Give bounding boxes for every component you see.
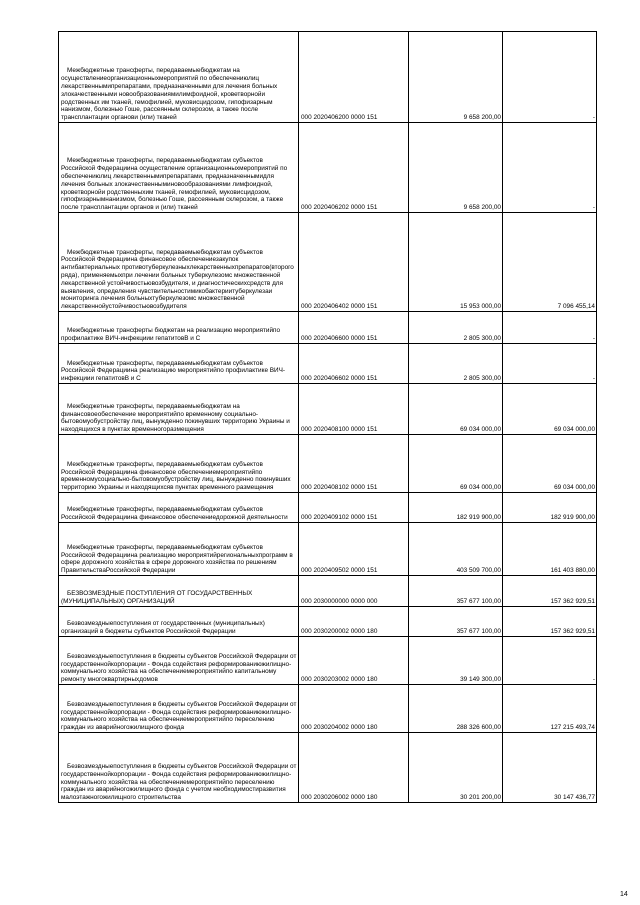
revenue-name-cell	[59, 213, 299, 312]
table-row	[59, 637, 597, 685]
executed-amount-cell: -	[503, 32, 597, 123]
planned-amount-cell: 2 805 300,00	[409, 344, 503, 384]
executed-amount-cell: -	[503, 637, 597, 685]
revenue-name: Безвозмездныепоступления в бюджеты субъектов Российской Федерации от государственнойкорпорации - Фонда содействия реформированиюжилищно-коммунального хозяйства на обеспечениемероприятийпо капитальному ремонту многоквартирныхдомов	[61, 652, 297, 684]
revenue-name: Межбюджетные трансферты, передаваемыебюджетам субъектов Российской Федерациина финансовое обеспечениезакупок антибактериальных противотуберкулезныхлекарственныхпрепаратов(второго ряда), применяемыхпри лечении больных туберкулезомс множественной лекарственной устойчивостьювозбудителя, и диагностическихсредств для выявления, определения чувствительностимикобактериитуберкулезаи мониторинга лечения больныхтуберкулезомс множественной лекарственнойустойчивостьювозбудителя	[61, 248, 294, 311]
executed-amount-cell: 157 362 929,51	[503, 576, 597, 607]
budget-code-cell: 000 2030204002 0000 180	[299, 685, 409, 733]
revenue-name-cell	[59, 637, 299, 685]
budget-code-cell: 000 2020409102 0000 151	[299, 493, 409, 523]
table-row	[59, 213, 597, 312]
revenue-name: Межбюджетные трансферты бюджетам на реализацию мероприятийпо профилактике ВИЧ-инфекциии гепатитовВ и С	[61, 327, 281, 343]
table-row	[59, 384, 597, 435]
revenue-name: Межбюджетные трансферты, передаваемыебюджетам субъектов Российской Федерациина финансовое обеспечениемероприятийпо временномусоциально-бытовомуобустройству лиц, вынужденно покинувших территорию Украины и находящихсяв пунктах временного размещения	[61, 460, 291, 492]
budget-revenue-table	[58, 31, 597, 803]
revenue-name-cell	[59, 607, 299, 637]
executed-amount-cell: 69 034 000,00	[503, 435, 597, 493]
planned-amount-cell: 15 953 000,00	[409, 213, 503, 312]
planned-amount-cell: 357 677 100,00	[409, 576, 503, 607]
revenue-name-cell	[59, 344, 299, 384]
revenue-name: Межбюджетные трансферты, передаваемыебюджетам субъектов Российской Федерациина реализацию мероприятийпо профилактике ВИЧ-инфекциии гепатитовВ и С	[61, 359, 286, 383]
revenue-name-cell	[59, 576, 299, 607]
executed-amount-cell: -	[503, 312, 597, 344]
budget-code-cell: 000 2020409502 0000 151	[299, 523, 409, 576]
table-row	[59, 493, 597, 523]
executed-amount-cell: -	[503, 123, 597, 213]
executed-amount-cell: 127 215 493,74	[503, 685, 597, 733]
revenue-name-cell	[59, 493, 299, 523]
planned-amount-cell: 2 805 300,00	[409, 312, 503, 344]
budget-code-cell: 000 2030000000 0000 000	[299, 576, 409, 607]
executed-amount-cell: 161 403 880,00	[503, 523, 597, 576]
revenue-name: Межбюджетные трансферты, передаваемыебюджетам субъектов Российской Федерациина финансовое обеспечениедорожной деятельности	[61, 506, 288, 522]
revenue-name-cell	[59, 685, 299, 733]
revenue-name: Безвозмездныепоступления в бюджеты субъектов Российской Федерации от государственнойкорпорации - Фонда содействия реформированиюжилищно-коммунального хозяйства на обеспечениемероприятийпо переселению граждан из аварийногожилищного фонда	[61, 700, 297, 732]
page-number: 14	[620, 891, 628, 898]
budget-code-cell: 000 2020406600 0000 151	[299, 312, 409, 344]
revenue-name-cell	[59, 733, 299, 803]
table-row	[59, 123, 597, 213]
revenue-name: Безвозмездныепоступления в бюджеты субъектов Российской Федерации от государственнойкорпорации - Фонда содействия реформированиюжилищно-коммунального хозяйства на обеспечениемероприятийпо переселению граждан из аварийногожилищного фонда с учетом необходимостиразвития малоэтажногожилищного строительства	[61, 763, 297, 802]
table-row	[59, 733, 597, 803]
executed-amount-cell: 69 034 000,00	[503, 384, 597, 435]
planned-amount-cell: 9 658 200,00	[409, 123, 503, 213]
planned-amount-cell: 182 919 900,00	[409, 493, 503, 523]
table-row	[59, 312, 597, 344]
executed-amount-cell: 7 096 455,14	[503, 213, 597, 312]
executed-amount-cell: 157 362 929,51	[503, 607, 597, 637]
budget-code-cell: 000 2020406402 0000 151	[299, 213, 409, 312]
revenue-name-cell	[59, 523, 299, 576]
budget-code-cell: 000 2020406202 0000 151	[299, 123, 409, 213]
revenue-name-cell	[59, 435, 299, 493]
table-row	[59, 435, 597, 493]
budget-code-cell: 000 2020406602 0000 151	[299, 344, 409, 384]
revenue-name: Безвозмездныепоступления от государственных (муниципальных) организаций в бюджеты субъектов Российской Федерации	[61, 620, 265, 636]
executed-amount-cell: 182 919 900,00	[503, 493, 597, 523]
revenue-name-cell	[59, 384, 299, 435]
revenue-name: Межбюджетные трансферты, передаваемыебюджетам на финансовоеобеспечение мероприятийпо временному социально-бытовомуобустройству лиц, вынужденно покинувших территорию Украины и находящихся в пунктах временногоразмещения	[61, 402, 290, 434]
table-row	[59, 523, 597, 576]
revenue-name-cell	[59, 32, 299, 123]
table-row	[59, 576, 597, 607]
table-row	[59, 344, 597, 384]
revenue-name: Межбюджетные трансферты, передаваемыебюджетам субъектов Российской Федерациина осуществление организационныхмероприятий по обеспечениюлиц лекарственнымипрепаратами, предназначеннымидля лечения больных злокачественныминовообразованиями лимфоидной, кроветворнойи родственныхим тканей, гемофилией, муковисцидозом, гипофизарнымнанизмом, болезнью Гоше, рассеянным склерозом, а также после трансплантации органов и (или) тканей	[61, 157, 288, 212]
table-row	[59, 685, 597, 733]
budget-code-cell: 000 2030206002 0000 180	[299, 733, 409, 803]
table-row	[59, 607, 597, 637]
planned-amount-cell: 69 034 000,00	[409, 384, 503, 435]
planned-amount-cell: 9 658 200,00	[409, 32, 503, 123]
revenue-name: БЕЗВОЗМЕЗДНЫЕ ПОСТУПЛЕНИЯ ОТ ГОСУДАРСТВЕННЫХ (МУНИЦИПАЛЬНЫХ) ОРГАНИЗАЦИЙ	[61, 590, 253, 606]
executed-amount-cell: -	[503, 344, 597, 384]
planned-amount-cell: 39 149 300,00	[409, 637, 503, 685]
revenue-name-cell	[59, 123, 299, 213]
revenue-name: Межбюджетные трансферты, передаваемыебюджетам субъектов Российской Федерациина реализацию мероприятийрегиональныхпрограмм в сфере дорожного хозяйства в сфере дорожного хозяйства по решениям ПравительстваРоссийской Федерации	[61, 543, 293, 575]
budget-code-cell: 000 2030200002 0000 180	[299, 607, 409, 637]
budget-code-cell: 000 2020408100 0000 151	[299, 384, 409, 435]
revenue-name-cell	[59, 312, 299, 344]
revenue-name: Межбюджетные трансферты, передаваемыебюджетам на осуществлениеорганизационныхмероприятий по обеспечениюлиц лекарственнымипрепаратами, предназначенными для лечения больных злокачественными новообразованиямилимфоидной, кроветворнойи родственных им тканей, гемофилией, муковисцидозом, гипофизарным нанизмом, болезнью Гоше, рассеянным склерозом, а также после трансплантации органови (или) тканей	[61, 67, 278, 122]
planned-amount-cell: 288 326 600,00	[409, 685, 503, 733]
budget-code-cell: 000 2020406200 0000 151	[299, 32, 409, 123]
budget-code-cell: 000 2020408102 0000 151	[299, 435, 409, 493]
planned-amount-cell: 30 201 200,00	[409, 733, 503, 803]
planned-amount-cell: 69 034 000,00	[409, 435, 503, 493]
executed-amount-cell: 30 147 436,77	[503, 733, 597, 803]
budget-code-cell: 000 2030203002 0000 180	[299, 637, 409, 685]
table-row	[59, 32, 597, 123]
planned-amount-cell: 403 509 700,00	[409, 523, 503, 576]
planned-amount-cell: 357 677 100,00	[409, 607, 503, 637]
table-body	[59, 32, 597, 803]
